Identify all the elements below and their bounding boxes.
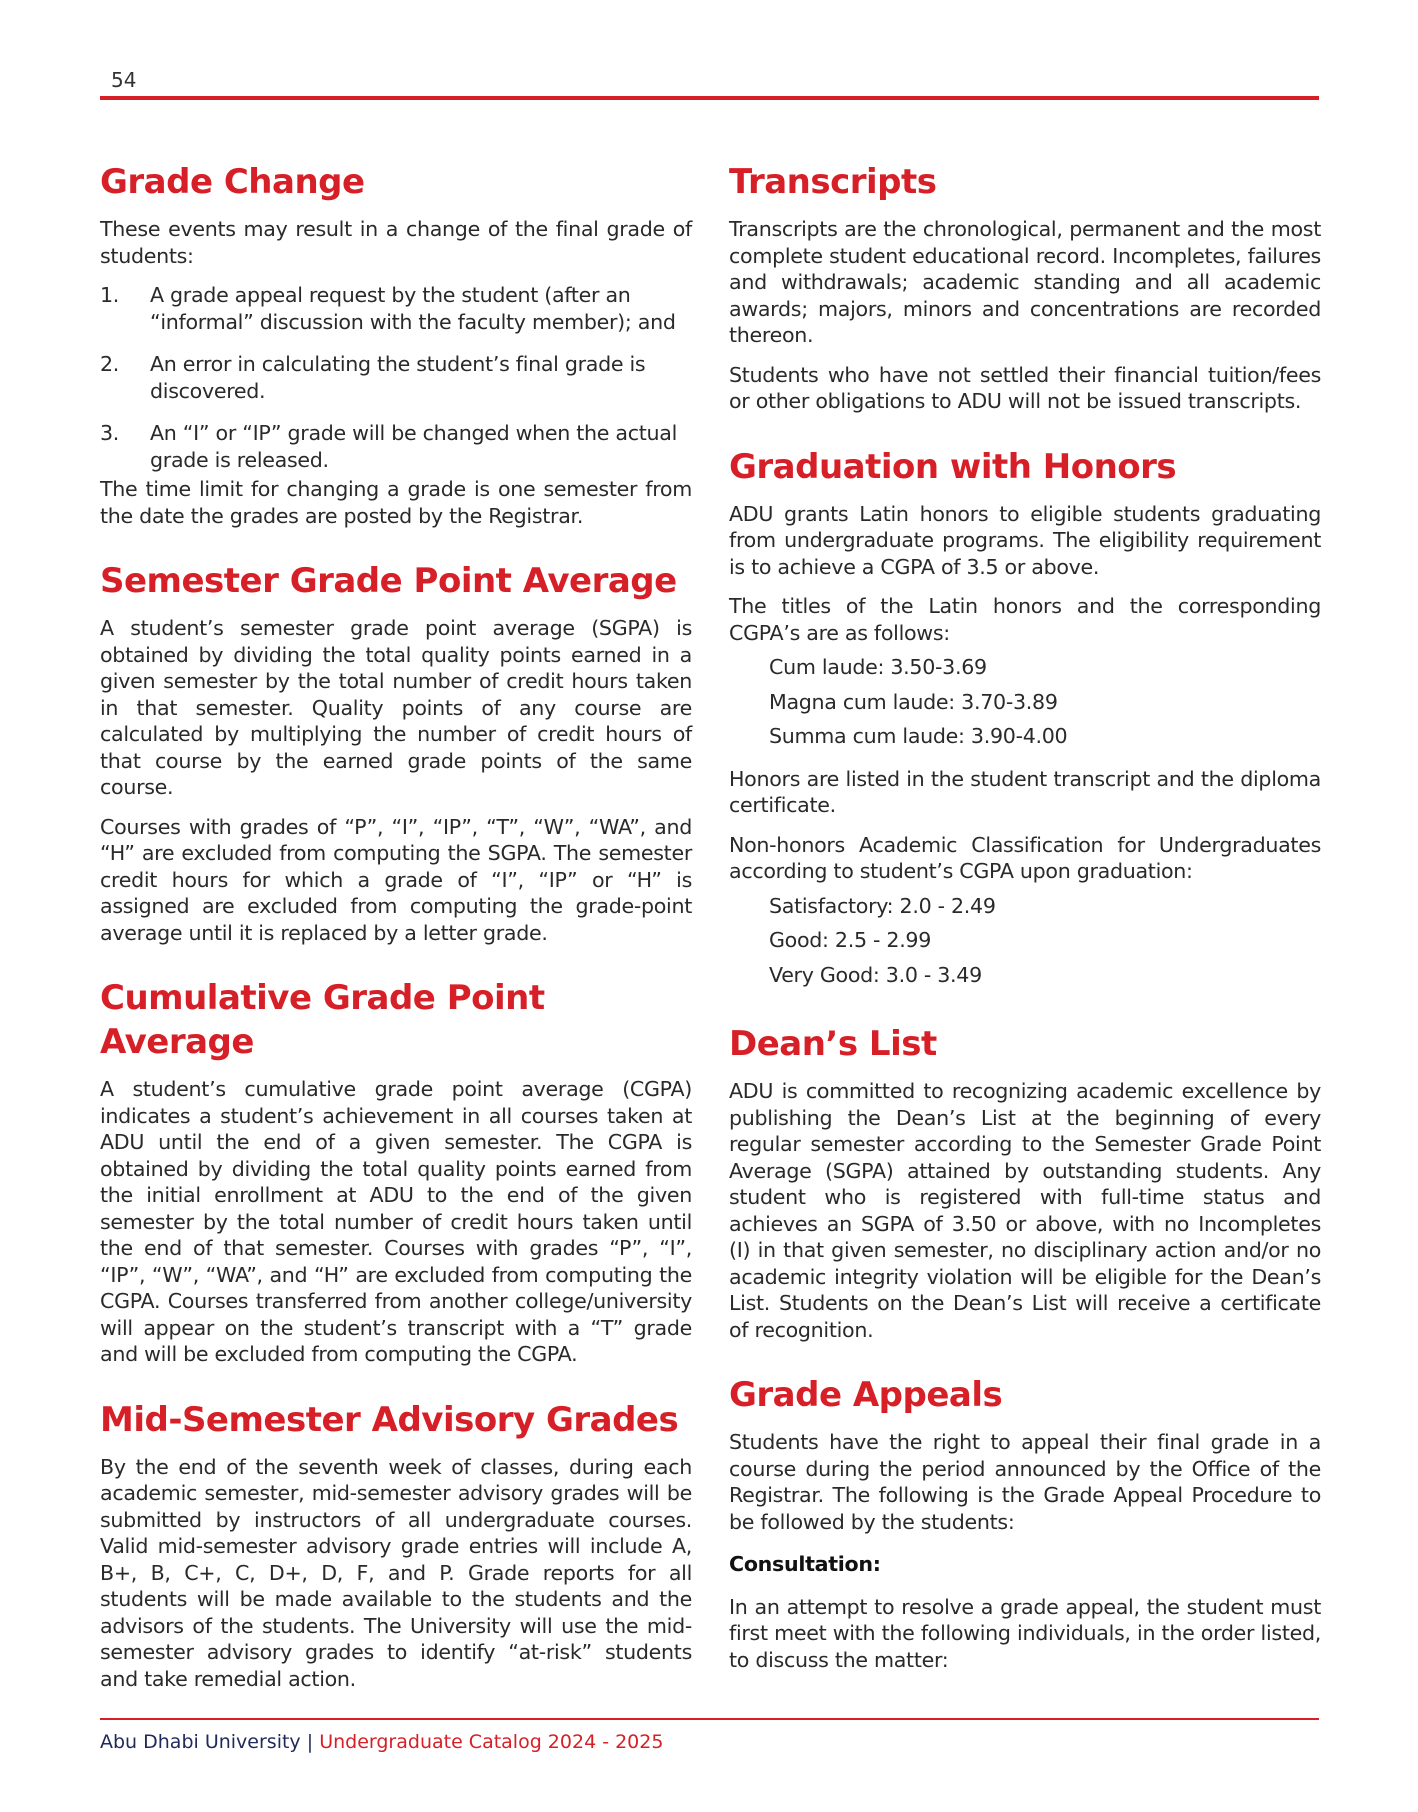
list-item: Satisfactory: 2.0 - 2.49: [769, 893, 996, 918]
section-honors: [729, 445, 1321, 993]
list-item: Summa cum laude: 3.90-4.00: [769, 724, 1068, 748]
section-transcripts: [729, 160, 1321, 415]
list-item: Magna cum laude: 3.70-3.89: [769, 689, 1058, 714]
footer-catalog: Undergraduate Catalog 2024 - 2025: [319, 1731, 664, 1753]
deans-list-paragraph: ADU is committed to recognizing academic excellence by publishing the Dean’s List at the beginning of every regular semester according to the Semester Grade Point Average (SGPA) attained by outstanding students. Any student who is registered with full-time status and achieves an SGPA of 3.50 or above, with no Incompletes (I) in that given semester, no disciplinary action and/or no academic integrity violation will be eligible for the Dean’s List. Students on the Dean’s List will receive a certificate of recognition.: [729, 1079, 1321, 1342]
list-item: [100, 420, 692, 473]
list-number: 1.: [100, 283, 120, 307]
section-deans-list: [729, 1022, 1321, 1343]
non-honors-list: [729, 889, 1321, 993]
heading-sgpa: Semester Grade Point Average: [100, 561, 677, 601]
page-number: 54: [111, 68, 137, 92]
section-mid-semester: [100, 1398, 692, 1693]
mid-semester-paragraph: By the end of the seventh week of classes, during each academic semester, mid-semester advisory grades will be submitted by instructors of all undergraduate courses. Valid mid-semester advisory grade entries will include A, B+, B, C+, C, D+, D, F, and P. Grade reports for all students will be made available to the students and the advisors of the students. The University will use the mid-semester advisory grades to identify “at-risk” students and take remedial action.: [100, 1454, 692, 1691]
list-item: Good: 2.5 - 2.99: [769, 928, 932, 952]
sgpa-paragraph-2: Courses with grades of “P”, “I”, “IP”, “T”, “W”, “WA”, and “H” are excluded from computing the SGPA. The semester credit hours for which a grade of “I”, “IP” or “H” is assigned are excluded from computing the grade-point average until it is replaced by a letter grade.: [100, 814, 692, 945]
list-item: Very Good: 3.0 - 3.49: [769, 962, 982, 987]
list-item: Cum laude: 3.50-3.69: [769, 655, 987, 679]
sgpa-paragraph-1: A student’s semester grade point average (SGPA) is obtained by dividing the total quality points earned in a given semester by the total number of credit hours taken in that semester. Quality points of any course are calculated by multiplying the number of credit hours of that course by the earned grade points of the same course.: [100, 616, 692, 799]
honors-paragraph-1: ADU grants Latin honors to eligible students graduating from undergraduate programs. The eligibility requirement is to achieve a CGPA of 3.5 or above.: [729, 501, 1321, 579]
grade-appeals-paragraph-1: Students have the right to appeal their final grade in a course during the period announced by the Office of the Registrar. The following is the Grade Appeal Procedure to be followed by the students:: [729, 1430, 1321, 1534]
cgpa-paragraph: A student’s cumulative grade point average (CGPA) indicates a student’s achievement in all courses taken at ADU until the end of a given semester. The CGPA is obtained by dividing the total quality points earned from the initial enrollment at ADU to the end of the given semester by the total number of credit hours taken until the end of that semester. Courses with grades “P”, “I”, “IP”, “W”, “WA”, and “H” are excluded from computing the CGPA. Courses transferred from another college/university will appear on the student’s transcript with a “T” grade and will be excluded from computing the CGPA.: [100, 1077, 692, 1366]
list-item: [100, 282, 692, 335]
header-rule: [100, 96, 1319, 100]
consultation-label: Consultation:: [729, 1552, 881, 1576]
grade-change-intro: These events may result in a change of the final grade of students:: [100, 217, 692, 268]
heading-deans-list: Dean’s List: [729, 1024, 937, 1064]
footer-separator: |: [306, 1731, 314, 1753]
heading-cgpa: Cumulative Grade Point Average: [100, 978, 545, 1062]
list-text: An error in calculating the student’s final grade is discovered.: [150, 352, 646, 403]
honors-paragraph-3: Honors are listed in the student transcript and the diploma certificate.: [729, 766, 1321, 817]
list-number: 2.: [100, 352, 120, 376]
list-item: [100, 351, 692, 404]
list-number: 3.: [100, 421, 120, 445]
transcripts-paragraph-1: Transcripts are the chronological, permanent and the most complete student educational record. Incompletes, failures and withdrawals; academic standing and all academic awards; majors, minors and concentrations are recorded thereon.: [729, 217, 1321, 347]
heading-honors: Graduation with Honors: [729, 446, 1177, 487]
honors-paragraph-2: The titles of the Latin honors and the corresponding CGPA’s are as follows:: [729, 594, 1321, 645]
left-column: [100, 160, 692, 1722]
footer-rule: [100, 1718, 1319, 1720]
heading-grade-appeals: Grade Appeals: [729, 1375, 1003, 1415]
section-grade-change: [100, 160, 692, 529]
grade-change-outro: The time limit for changing a grade is one semester from the date the grades are posted by the Registrar.: [100, 477, 692, 528]
transcripts-paragraph-2: Students who have not settled their financial tuition/fees or other obligations to ADU will not be issued transcripts.: [729, 362, 1321, 413]
heading-grade-change: Grade Change: [100, 162, 365, 202]
list-text: An “I” or “IP” grade will be changed when the actual grade is released.: [150, 421, 678, 472]
section-sgpa: [100, 559, 692, 946]
right-column: [729, 160, 1321, 1703]
latin-honors-list: [729, 650, 1321, 754]
heading-transcripts: Transcripts: [729, 162, 937, 202]
list-text: A grade appeal request by the student (after an “informal” discussion with the faculty member); and: [150, 283, 676, 334]
grade-appeals-paragraph-2: In an attempt to resolve a grade appeal, the student must first meet with the following individuals, in the order listed, to discuss the matter:: [729, 1594, 1321, 1672]
grade-change-list: [100, 282, 692, 473]
heading-mid-semester: Mid-Semester Advisory Grades: [100, 1399, 679, 1440]
section-grade-appeals: [729, 1373, 1321, 1673]
section-cgpa: [100, 976, 692, 1368]
honors-paragraph-4: Non-honors Academic Classification for Undergraduates according to student’s CGPA upon graduation:: [729, 832, 1321, 883]
footer: [100, 1731, 663, 1753]
footer-org: Abu Dhabi University: [100, 1731, 301, 1753]
